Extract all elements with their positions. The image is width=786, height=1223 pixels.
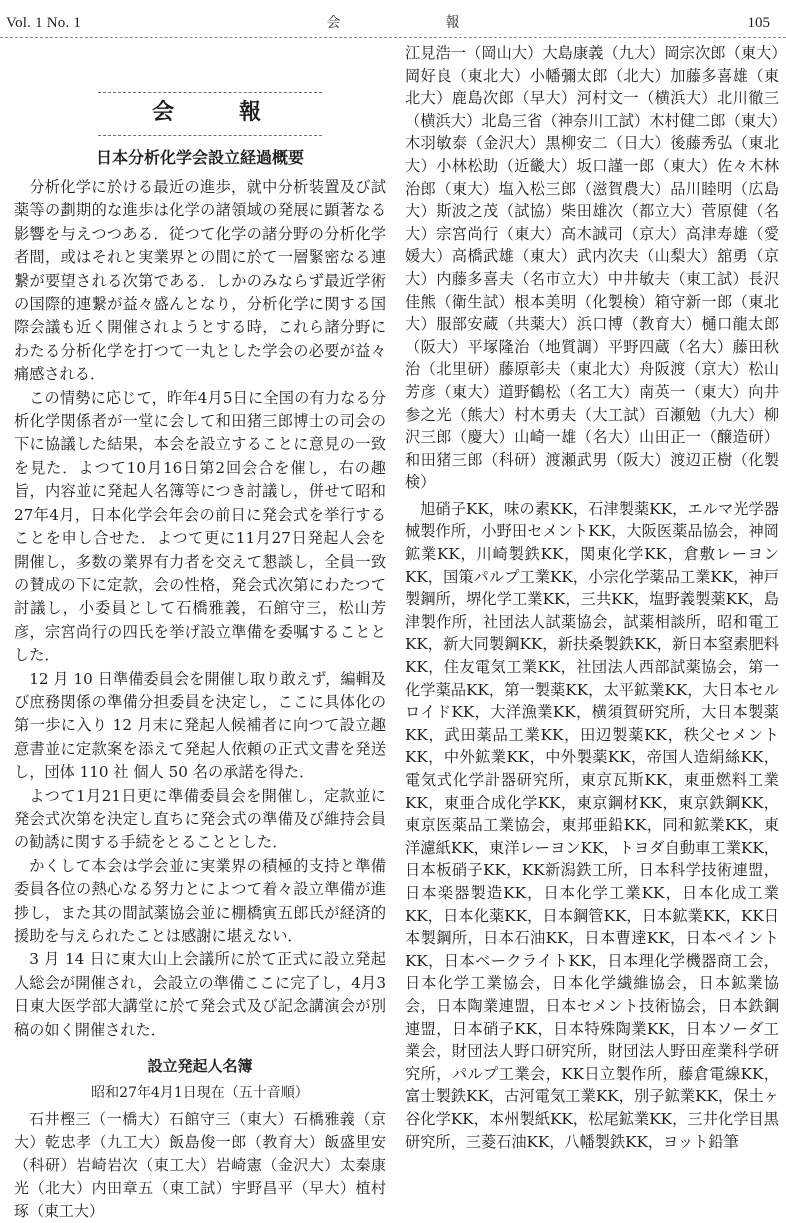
left-column xyxy=(14,38,386,1223)
running-title-right: 報 xyxy=(445,15,460,31)
paragraph: よつて1月21日更に準備委員会を開催し，定款並に発会式次第を決定し直ちに発会式の準備及び維持会員の勧誘に関する手続をとることとした． xyxy=(14,786,386,852)
founders-organizations xyxy=(405,498,779,1153)
paragraph: 分析化学に於ける最近の進歩，就中分析装置及び試薬等の劃期的な進歩は化学の諸領域の発展に顕著なる影響を与えつつある．従つて化学の諸分野の分析化学者間，或はそれと実業界との間に於て一層緊密なる連繋が要望される次第である．しかのみならず最近学術の国際的連繋が益々盛んとなり，分析化学に関する国際会議も近く開催されようとする時，これら諸分野にわたる分析化学を打つて一丸とした学会の必要が益々痛感される． xyxy=(14,178,386,384)
two-column-body xyxy=(0,38,786,1223)
founders-individuals-right xyxy=(405,42,779,494)
founders-individuals-left xyxy=(14,1108,386,1223)
page-number: 105 xyxy=(747,15,770,31)
paragraph: 12 月 10 日準備委員会を開催し取り敢えず，編輯及び庶務関係の準備分担委員を決定し，ここに具体化の第一歩に入り 12 月末に発起人候補者に向つて設立趣意書並に定款案を添えて発起人依頼の正式文書を発送し，団体 110 社 個人 50 名の承諾を得た． xyxy=(14,669,386,782)
article-body xyxy=(14,176,386,1042)
section-heading-box xyxy=(98,92,322,136)
founders-list-date: 昭和27年4月1日現在（五十音順） xyxy=(91,1085,309,1102)
section-heading-left: 会 xyxy=(152,100,175,125)
paragraph: この情勢に応じて，昨年4月5日に全国の有力なる分析化学関係者が一堂に会して和田猪三郎博士の司会の下に協議した結果，本会を設立することに意見の一致を見た．よつて10月16日第2回会合を催し，右の趣旨，内容並に発起人名簿等につき討議し，併せて昭和27年4月，日本化学会年会の前日に発会式を挙行することを申し合せた．よつて更に11月27日発起人会を開催し，多数の業界有力者を交えて懇談し，全員一致の賛成の下に定款，会の性格，発会式次第にわたつて討議し，小委員として石橋雅義，石館守三，松山芳彦，宗宮尚行の四氏を挙げ設立準備を委嘱することとした． xyxy=(14,388,386,665)
founders-list-title: 設立発起人名簿 xyxy=(147,1057,253,1076)
right-column xyxy=(405,38,779,1153)
article-title: 日本分析化学会設立経過概要 xyxy=(95,148,304,167)
running-title xyxy=(0,14,786,32)
founders-names: 江見浩一（岡山大）大島康義（九大）岡宗次郎（東大）岡好良（東北大）小幡彌太郎（北大）加藤多喜雄（東北大）鹿島次郎（早大）河村文一（横浜大）北川徹三（横浜大）北島三省（神奈川工試）木村健二郎（東大）木羽敏泰（金沢大）黒柳安二（日大）後藤秀弘（東北大）小林松助（近畿大）坂口謹一郎（東大）佐々木林治郎（東大）塩入松三郎（滋賀農大）品川睦明（広島大）斯波之茂（試協）柴田雄次（都立大）菅原健（名大）宗宮尚行（東大）高木誠司（京大）高津寿雄（愛媛大）高橋武雄（東大）武内次夫（山梨大）舘勇（京大）内藤多喜夫（名市立大）中井敏夫（東工試）長沢佳熊（衛生試）根本美明（化製検）箱守新一郎（東北大）服部安蔵（共薬大）浜口博（教育大）樋口龍太郎（阪大）平塚隆治（地質調）平野四蔵（名大）藤田秋治（北里研）藤原彰夫（東北大）舟阪渡（京大）松山芳彦（東大）道野鶴松（名工大）南英一（東大）向井参之光（熊大）村木勇夫（大工試）百瀬勉（九大）柳沢三郎（慶大）山崎一雄（名大）山田正一（醸造研）和田猪三郎（科研）渡瀬武男（阪大）渡辺正樹（化製検） xyxy=(405,44,779,492)
founders-names: 石井樫三（一橋大）石館守三（東大）石橋雅義（京大）乾忠孝（九工大）飯島俊一郎（教育大）飯盛里安（科研）岩崎岩次（東工大）岩崎憲（金沢大）太秦康光（北大）内田章五（東工試）宇野昌平（早大）植村琢（東工大） xyxy=(14,1110,386,1221)
running-header xyxy=(0,0,786,38)
volume-number: Vol. 1 No. 1 xyxy=(6,15,82,31)
organization-list: 旭硝子KK，味の素KK，石津製薬KK，エルマ光学器械製作所，小野田セメントKK，大阪医薬品協会，神岡鉱業KK，川崎製鉄KK，関東化学KK，倉敷レーヨンKK，国策パルプ工業KK，小宗化学薬品工業KK，神戸製鋼所，堺化学工業KK，三共KK，塩野義製薬KK，島津製作所，社団法人試薬協会，試薬相談所，昭和電工KK，新大同製鋼KK，新扶桑製鉄KK，新日本窒素肥料KK，住友電気工業KK，社団法人西部試薬協会，第一化学薬品KK，第一製薬KK，太平鉱業KK，大日本セルロイドKK，大洋漁業KK，横須賀研究所，大日本製薬KK，武田薬品工業KK，田辺製薬KK，秩父セメントKK，中外鉱業KK，中外製薬KK，帝国人造絹絲KK，電気式化学計器研究所，東京瓦斯KK，東亜燃料工業KK，東亜合成化学KK，東京鋼材KK，東京鉄鋼KK，東京医薬品工業協会，東邦亜鉛KK，同和鉱業KK，東洋濾紙KK，東洋レーヨンKK，トヨダ自動車工業KK，日本板硝子KK，KK新潟鉄工所，日本科学技術連盟，日本楽器製造KK，日本化学工業KK，日本化成工業KK，日本化薬KK，日本鋼管KK，日本鉱業KK，KK日本製鋼所，日本石油KK，日本曹達KK，日本ペイントKK，日本ベークライトKK，日本理化学機器商工会，日本化学工業協会，日本化学繊維協会，日本鉱業協会，日本陶業連盟，日本セメント技術協会，日本鉄鋼連盟，日本硝子KK，日本特殊陶業KK，日本ソーダ工業会，財団法人野口研究所，財団法人野田産業科学研究所，パルプ工業会，KK日立製作所，藤倉電線KK，富士製鉄KK，古河電気工業KK，別子鉱業KK，保土ヶ谷化学KK，本州製紙KK，松尾鉱業KK，三井化学目黒研究所，三菱石油KK，八幡製鉄KK，ヨット鉛筆 xyxy=(405,499,779,1151)
running-title-left: 会 xyxy=(326,15,341,31)
paragraph: かくして本会は学会並に実業界の積極的支持と準備委員各位の熱心なる努力とによつて着々設立準備が進捗し，また其の間試薬協会並に棚橋寅五郎氏が経済的援助を与えられたことは感謝に堪えない． xyxy=(14,856,386,945)
paragraph: 3 月 14 日に東大山上会議所に於て正式に設立発起人総会が開催され，会設立の準備ここに完了し，4月3日東大医学部大講堂に於て発会式及び記念講演会が別稿の如く開催された． xyxy=(14,950,386,1039)
section-heading-right: 報 xyxy=(239,100,262,125)
